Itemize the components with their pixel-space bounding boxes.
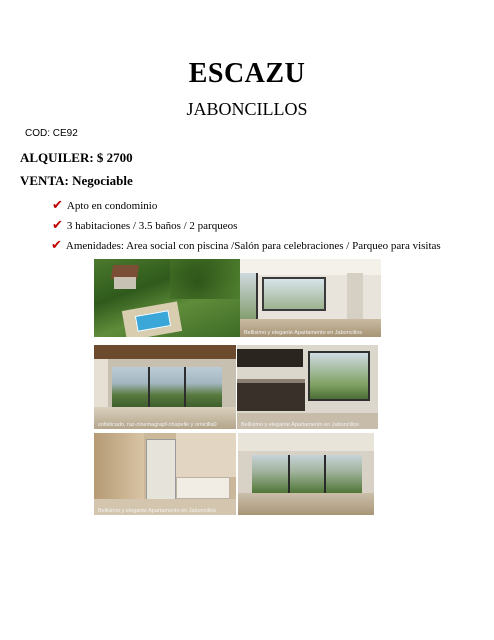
feature-item [51,238,441,253]
photo-kitchen [237,345,378,429]
photo-bathroom [94,433,236,515]
page-title: ESCAZU [188,58,306,89]
photo-room-view [238,433,374,515]
check-icon: ✔ [52,218,63,233]
feature-item [52,198,157,213]
sale-price: VENTA: Negociable [20,173,133,188]
feature-text: 3 habitaciones / 3.5 baños / 2 parqueos [66,220,238,232]
check-icon: ✔ [51,238,62,253]
photo-windows-view [94,345,236,429]
property-code: COD: CE92 [25,128,78,139]
page-subtitle: JABONCILLOS [186,99,308,119]
photo-caption: Bellisimo y elegante Apartamento en Jaboncillos [244,330,363,336]
feature-text: Apto en condominio [66,200,158,212]
check-icon: ✔ [52,198,63,213]
feature-text: Amenidades: Area social con piscina /Salón para celebraciones / Parqueo para visitas [65,240,441,252]
photo-caption: Bellisimo y elegante Apartamento en Jaboncillos [98,508,217,514]
feature-item [52,218,237,233]
photo-caption: sofisticado, raz-cinemagrapf-chapelle y ornicilla0 [98,422,217,428]
photo-aerial-pool [94,259,240,337]
photo-caption: Bellisimo y elegante Apartamento en Jaboncillos [241,422,360,428]
photo-living-room [240,259,381,337]
rent-price: ALQUILER: $ 2700 [20,150,133,165]
